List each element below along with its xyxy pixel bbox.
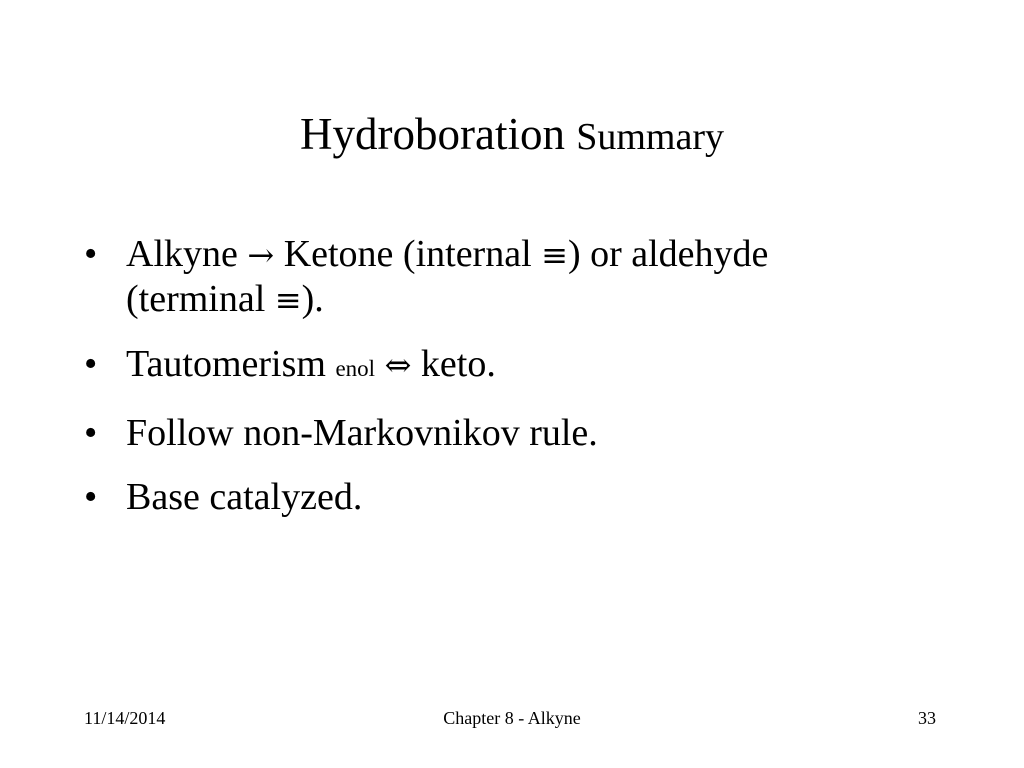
bullet-text: Follow non-Markovnikov rule. (126, 412, 598, 454)
equilibrium-arrow-symbol: ⇔ (384, 346, 412, 384)
bullet-item (84, 475, 944, 519)
bullet-item (84, 232, 944, 322)
bullet-dot: • (84, 412, 98, 454)
bullet-text: ). (301, 278, 324, 320)
footer-chapter: Chapter 8 - Alkyne (443, 708, 581, 728)
enol-label: enol (335, 356, 376, 381)
bullet-text: Base catalyzed. (126, 476, 363, 518)
footer-date: 11/14/2014 (84, 708, 166, 728)
bullet-item (84, 411, 944, 455)
triple-bond-symbol: ≡ (541, 236, 568, 274)
bullet-text: Alkyne (126, 233, 248, 275)
title-sub: Summary (576, 116, 724, 158)
bullet-text: Tautomerism (126, 343, 336, 385)
footer-page-number: 33 (918, 708, 936, 728)
title-main: Hydroboration (300, 109, 565, 159)
bullet-dot: • (84, 476, 98, 518)
arrow-symbol: → (247, 236, 275, 274)
bullet-item (84, 342, 944, 391)
bullet-text (375, 343, 385, 385)
bullet-text: keto. (411, 343, 496, 385)
bullet-text: Ketone (internal (274, 233, 542, 275)
bullet-text: ) or aldehyde (567, 233, 769, 275)
bullet-dot: • (84, 233, 98, 275)
triple-bond-symbol: ≡ (274, 281, 302, 319)
bullet-list (84, 232, 944, 539)
bullet-dot: • (84, 343, 98, 385)
slide-title (0, 104, 1024, 167)
bullet-text: (terminal (126, 278, 275, 320)
